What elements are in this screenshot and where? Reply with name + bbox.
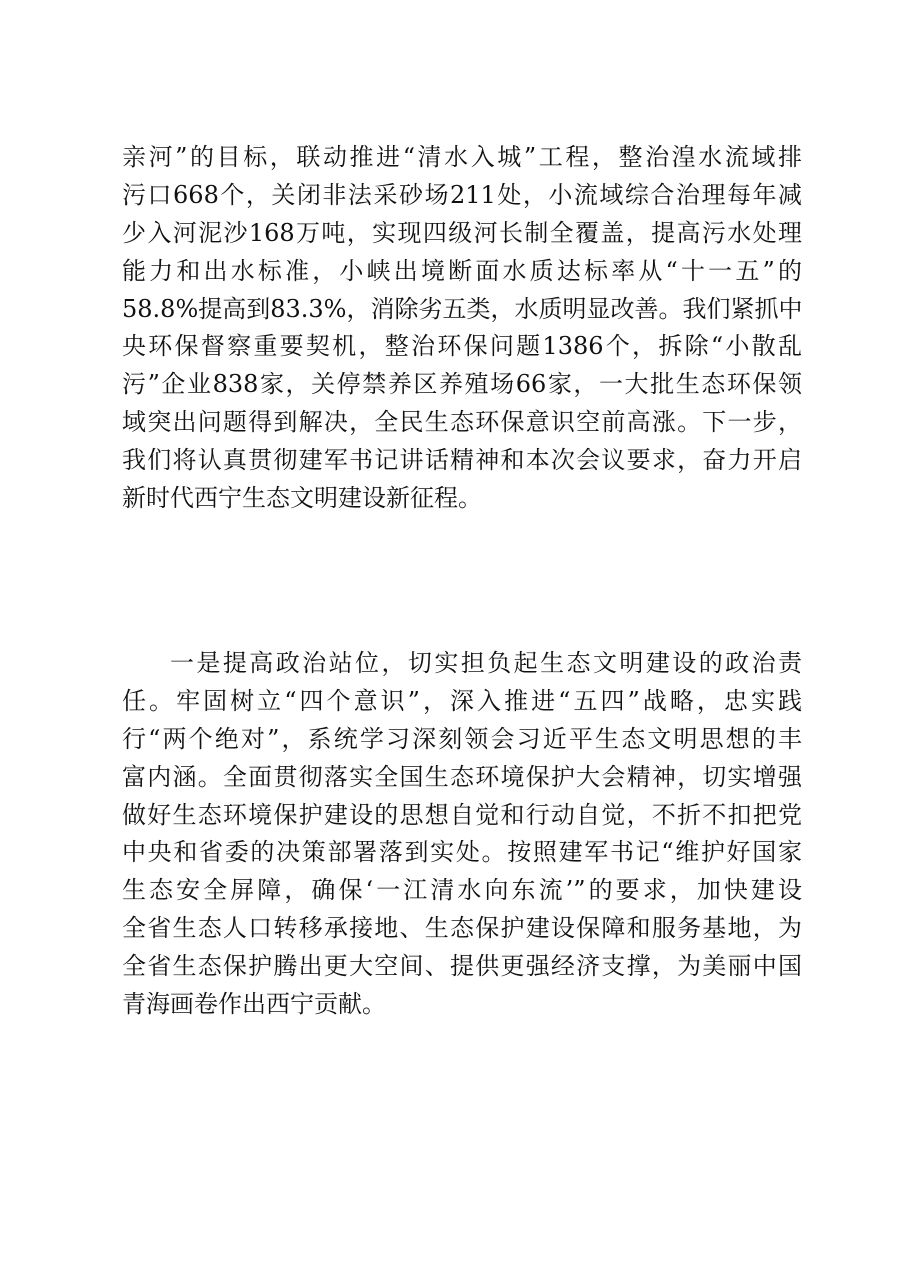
paragraph-line: 央环保督察重要契机，整治环保问题1386个，拆除“小散乱 bbox=[122, 332, 802, 361]
paragraph-line: 全省生态保护腾出更大空间、提供更强经济支撑，为美丽中国 bbox=[122, 952, 802, 981]
paragraph-line: 生态安全屏障，确保‘一江清水向东流’”的要求，加快建设 bbox=[122, 876, 802, 905]
paragraph-line: 青海画卷作出西宁贡献。 bbox=[122, 990, 386, 1019]
paragraph-line: 新时代西宁生态文明建设新征程。 bbox=[122, 484, 482, 513]
paragraph-line: 任。牢固树立“四个意识”，深入推进“五四”战略，忠实践 bbox=[122, 686, 802, 715]
paragraph-line: 域突出问题得到解决，全民生态环保意识空前高涨。下一步， bbox=[122, 408, 802, 437]
paragraph-line: 污”企业838家，关停禁养区养殖场66家，一大批生态环保领 bbox=[122, 370, 802, 399]
paragraph-line: 污口668个，关闭非法采砂场211处，小流域综合治理每年减 bbox=[122, 180, 802, 209]
paragraph-line: 行“两个绝对”，系统学习深刻领会习近平生态文明思想的丰 bbox=[122, 724, 802, 753]
paragraph-line: 全省生态人口转移承接地、生态保护建设保障和服务基地，为 bbox=[122, 914, 802, 943]
paragraph-2 bbox=[122, 645, 802, 1024]
paragraph-line: 少入河泥沙168万吨，实现四级河长制全覆盖，提高污水处理 bbox=[122, 218, 802, 247]
paragraph-line: 做好生态环境保护建设的思想自觉和行动自觉，不折不扣把党 bbox=[122, 800, 802, 829]
paragraph-line: 亲河”的目标，联动推进“清水入城”工程，整治湟水流域排 bbox=[122, 143, 802, 171]
paragraph-line: 58.8%提高到83.3%，消除劣五类，水质明显改善。我们紧抓中 bbox=[122, 294, 802, 323]
paragraph-line: 富内涵。全面贯彻落实全国生态环境保护大会精神，切实增强 bbox=[122, 762, 802, 791]
paragraph-line: 中央和省委的决策部署落到实处。按照建军书记“维护好国家 bbox=[122, 838, 802, 867]
paragraph-1 bbox=[122, 139, 802, 518]
paragraph-line: 能力和出水标准，小峡出境断面水质达标率从“十一五”的 bbox=[122, 256, 802, 285]
paragraph-line: 一是提高政治站位，切实担负起生态文明建设的政治责 bbox=[170, 649, 802, 677]
paragraph-line: 我们将认真贯彻建军书记讲话精神和本次会议要求，奋力开启 bbox=[122, 446, 802, 475]
